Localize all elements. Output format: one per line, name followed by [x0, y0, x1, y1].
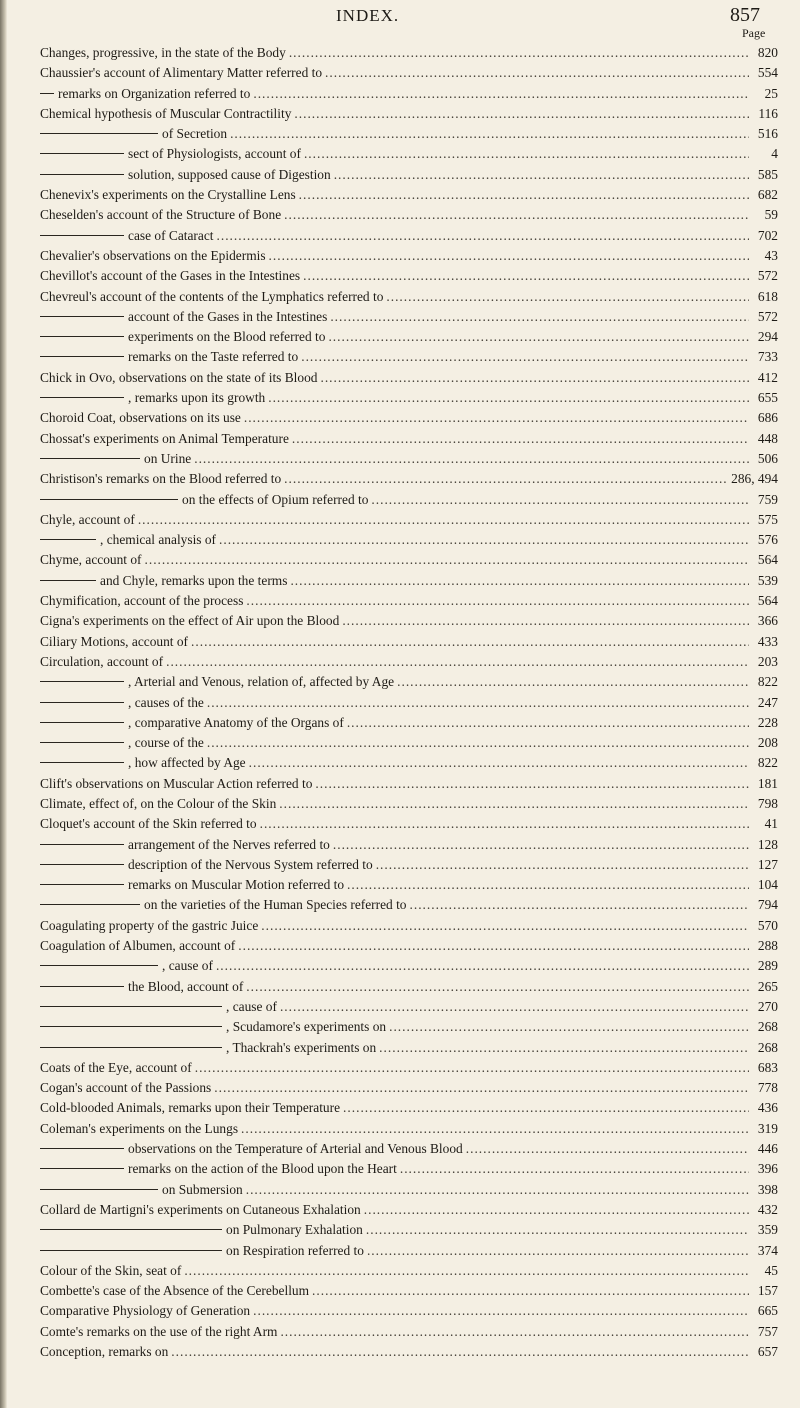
- dot-leader: [244, 408, 749, 428]
- index-entry: [40, 1322, 778, 1342]
- entry-page: 554: [757, 65, 778, 81]
- entry-text: Cigna's experiments on the effect of Air upon the Blood: [40, 613, 340, 629]
- dot-leader: [325, 63, 749, 83]
- book-spine-shadow: [0, 0, 7, 1408]
- index-entry: [40, 124, 778, 144]
- dot-leader: [315, 774, 749, 794]
- running-title: INDEX.: [336, 6, 400, 25]
- entry-page: 288: [757, 938, 778, 954]
- dot-leader: [292, 429, 749, 449]
- dot-leader: [194, 449, 749, 469]
- index-entry: [40, 144, 778, 164]
- entry-page: 683: [757, 1059, 778, 1075]
- entry-page: 448: [757, 430, 778, 446]
- entry-page: 572: [757, 268, 778, 284]
- index-entry: [40, 591, 778, 611]
- page-header: [0, 6, 800, 36]
- entry-text: Combette's case of the Absence of the Cerebellum: [40, 1283, 310, 1299]
- dot-leader: [214, 1078, 749, 1098]
- dot-leader: [397, 672, 749, 692]
- entry-text: , cause of: [226, 998, 277, 1014]
- ditto-dash: [40, 702, 124, 703]
- entry-text: Chyme, account of: [40, 552, 142, 568]
- index-entry: [40, 1139, 778, 1159]
- entry-page: 618: [757, 288, 778, 304]
- ditto-dash: [40, 153, 124, 154]
- entry-text: Coleman's experiments on the Lungs: [40, 1120, 239, 1136]
- index-entry: [40, 1058, 778, 1078]
- entry-page: 570: [757, 917, 778, 933]
- dot-leader: [328, 327, 749, 347]
- dot-leader: [269, 246, 749, 266]
- entry-text: Chenevix's experiments on the Crystalline Lens: [40, 187, 296, 203]
- ditto-dash: [40, 1026, 222, 1027]
- dot-leader: [216, 956, 749, 976]
- index-entry: [40, 1342, 778, 1362]
- dot-leader: [389, 1017, 749, 1037]
- ditto-dash: [40, 93, 54, 94]
- dot-leader: [217, 226, 750, 246]
- entry-page: 43: [764, 247, 778, 263]
- index-entry: [40, 226, 778, 246]
- dot-leader: [333, 835, 749, 855]
- entry-page: 585: [757, 166, 778, 182]
- entry-text: , course of the: [128, 735, 204, 751]
- dot-leader: [246, 591, 749, 611]
- dot-leader: [303, 266, 749, 286]
- entry-page: 127: [757, 856, 778, 872]
- entry-page: 268: [757, 1039, 778, 1055]
- entry-text: Comparative Physiology of Generation: [40, 1303, 251, 1319]
- entry-text: Ciliary Motions, account of: [40, 633, 189, 649]
- dot-leader: [219, 530, 749, 550]
- dot-leader: [191, 632, 749, 652]
- dot-leader: [301, 347, 749, 367]
- index-entry: [40, 936, 778, 956]
- index-entry: [40, 1098, 778, 1118]
- index-entry: [40, 490, 778, 510]
- index-entry: [40, 43, 778, 63]
- dot-leader: [386, 287, 749, 307]
- entry-text: case of Cataract: [128, 227, 214, 243]
- entry-page: 181: [757, 775, 778, 791]
- entry-text: Chick in Ovo, observations on the state of its Blood: [40, 369, 318, 385]
- entry-page: 208: [757, 735, 778, 751]
- page-number: 857: [730, 4, 760, 26]
- ditto-dash: [40, 1229, 222, 1230]
- ditto-dash: [40, 742, 124, 743]
- dot-leader: [366, 1220, 749, 1240]
- entry-text: Cogan's account of the Passions: [40, 1080, 212, 1096]
- dot-leader: [261, 916, 749, 936]
- entry-page: 757: [757, 1323, 778, 1339]
- index-entry: [40, 652, 778, 672]
- entry-page: 286, 494: [731, 471, 778, 487]
- entry-text: Comte's remarks on the use of the right Arm: [40, 1323, 278, 1339]
- entry-text: the Blood, account of: [128, 978, 244, 994]
- dot-leader: [195, 1058, 749, 1078]
- index-entry: [40, 327, 778, 347]
- entry-text: Cheselden's account of the Structure of Bone: [40, 207, 282, 223]
- entry-text: , Thackrah's experiments on: [226, 1039, 377, 1055]
- entry-text: Circulation, account of: [40, 653, 164, 669]
- ditto-dash: [40, 539, 96, 540]
- entry-page: 270: [757, 998, 778, 1014]
- ditto-dash: [40, 965, 158, 966]
- dot-leader: [284, 469, 728, 489]
- ditto-dash: [40, 844, 124, 845]
- index-entry: [40, 774, 778, 794]
- dot-leader: [207, 733, 749, 753]
- entry-page: 265: [757, 978, 778, 994]
- entry-text: Chevalier's observations on the Epidermis: [40, 247, 266, 263]
- entry-text: Cold-blooded Animals, remarks upon their Temperature: [40, 1100, 341, 1116]
- entry-text: , cause of: [162, 958, 213, 974]
- dot-leader: [466, 1139, 749, 1159]
- dot-leader: [347, 713, 749, 733]
- entry-page: 506: [757, 450, 778, 466]
- entry-text: , remarks upon its growth: [128, 390, 266, 406]
- entry-text: , chemical analysis of: [100, 532, 217, 548]
- dot-leader: [320, 368, 749, 388]
- index-entry: [40, 733, 778, 753]
- index-entries: [40, 43, 778, 1362]
- dot-leader: [289, 43, 749, 63]
- entry-text: on the effects of Opium referred to: [182, 491, 369, 507]
- ditto-dash: [40, 1047, 222, 1048]
- entry-text: description of the Nervous System referred to: [128, 856, 373, 872]
- entry-page: 228: [757, 714, 778, 730]
- entry-text: Christison's remarks on the Blood referred to: [40, 471, 282, 487]
- entry-text: Chaussier's account of Alimentary Matter referred to: [40, 65, 323, 81]
- index-entry: [40, 1159, 778, 1179]
- ditto-dash: [40, 133, 158, 134]
- index-entry: [40, 916, 778, 936]
- entry-page: 366: [757, 613, 778, 629]
- ditto-dash: [40, 580, 96, 581]
- dot-leader: [207, 693, 749, 713]
- dot-leader: [400, 1159, 749, 1179]
- entry-page: 128: [757, 836, 778, 852]
- entry-text: remarks on Organization referred to: [58, 85, 251, 101]
- entry-text: on the varieties of the Human Species referred to: [144, 897, 407, 913]
- entry-text: solution, supposed cause of Digestion: [128, 166, 331, 182]
- entry-text: sect of Physiologists, account of: [128, 146, 301, 162]
- ditto-dash: [40, 986, 124, 987]
- dot-leader: [410, 895, 749, 915]
- entry-text: Changes, progressive, in the state of the Body: [40, 45, 286, 60]
- entry-text: , comparative Anatomy of the Organs of: [128, 714, 344, 730]
- dot-leader: [343, 1098, 749, 1118]
- index-entry: [40, 408, 778, 428]
- entry-page: 798: [757, 795, 778, 811]
- entry-page: 446: [757, 1141, 778, 1157]
- dot-leader: [279, 794, 749, 814]
- entry-page: 572: [757, 308, 778, 324]
- ditto-dash: [40, 458, 140, 459]
- dot-leader: [253, 84, 749, 104]
- entry-text: remarks on the action of the Blood upon the Heart: [128, 1161, 397, 1177]
- entry-page: 398: [757, 1181, 778, 1197]
- ditto-dash: [40, 235, 124, 236]
- page-column-label: Page: [742, 26, 766, 40]
- entry-page: 682: [757, 187, 778, 203]
- index-entry: [40, 1281, 778, 1301]
- entry-page: 116: [758, 105, 778, 121]
- ditto-dash: [40, 499, 178, 500]
- dot-leader: [249, 753, 749, 773]
- dot-leader: [379, 1038, 749, 1058]
- entry-text: Chymification, account of the process: [40, 593, 244, 609]
- ditto-dash: [40, 864, 124, 865]
- entry-text: remarks on the Taste referred to: [128, 349, 299, 365]
- dot-leader: [260, 814, 749, 834]
- entry-page: 778: [757, 1080, 778, 1096]
- index-entry: [40, 1261, 778, 1281]
- dot-leader: [253, 1301, 749, 1321]
- entry-page: 564: [757, 593, 778, 609]
- ditto-dash: [40, 174, 124, 175]
- index-entry: [40, 977, 778, 997]
- entry-page: 59: [764, 207, 778, 223]
- entry-text: , how affected by Age: [128, 755, 246, 771]
- ditto-dash: [40, 722, 124, 723]
- entry-page: 432: [757, 1201, 778, 1217]
- entry-text: on Urine: [144, 450, 192, 466]
- entry-text: of Secretion: [162, 126, 228, 142]
- entry-page: 820: [757, 45, 778, 60]
- entry-page: 576: [757, 532, 778, 548]
- entry-page: 294: [757, 329, 778, 345]
- ditto-dash: [40, 1168, 124, 1169]
- dot-leader: [371, 490, 749, 510]
- entry-text: , Scudamore's experiments on: [226, 1019, 387, 1035]
- entry-page: 359: [757, 1222, 778, 1238]
- entry-text: experiments on the Blood referred to: [128, 329, 326, 345]
- index-entry: [40, 266, 778, 286]
- entry-page: 374: [757, 1242, 778, 1258]
- entry-page: 157: [757, 1283, 778, 1299]
- entry-page: 25: [764, 85, 778, 101]
- index-entry: [40, 429, 778, 449]
- index-entry: [40, 449, 778, 469]
- index-entry: [40, 672, 778, 692]
- index-entry: [40, 1220, 778, 1240]
- entry-page: 203: [757, 653, 778, 669]
- entry-text: Chemical hypothesis of Muscular Contractility: [40, 105, 292, 121]
- dot-leader: [367, 1241, 749, 1261]
- entry-page: 412: [757, 369, 778, 385]
- entry-text: , causes of the: [128, 694, 204, 710]
- entry-page: 686: [757, 410, 778, 426]
- entry-page: 822: [757, 755, 778, 771]
- index-entry: [40, 388, 778, 408]
- dot-leader: [334, 165, 749, 185]
- ditto-dash: [40, 904, 140, 905]
- dot-leader: [304, 144, 749, 164]
- index-entry: [40, 713, 778, 733]
- index-entry: [40, 794, 778, 814]
- entry-text: Conception, remarks on: [40, 1344, 169, 1359]
- index-entry: [40, 104, 778, 124]
- index-entry: [40, 307, 778, 327]
- entry-page: 575: [757, 511, 778, 527]
- index-entry: [40, 835, 778, 855]
- entry-page: 247: [757, 694, 778, 710]
- ditto-dash: [40, 397, 124, 398]
- ditto-dash: [40, 884, 124, 885]
- index-entry: [40, 571, 778, 591]
- entry-text: on Respiration referred to: [226, 1242, 364, 1258]
- dot-leader: [230, 124, 749, 144]
- index-entry: [40, 84, 778, 104]
- dot-leader: [138, 510, 749, 530]
- dot-leader: [246, 1180, 749, 1200]
- index-entry: [40, 1200, 778, 1220]
- index-entry: [40, 530, 778, 550]
- entry-text: , Arterial and Venous, relation of, affected by Age: [128, 674, 395, 690]
- ditto-dash: [40, 681, 124, 682]
- index-entry: [40, 1078, 778, 1098]
- entry-page: 733: [757, 349, 778, 365]
- entry-text: Coagulating property of the gastric Juice: [40, 917, 259, 933]
- entry-text: on Pulmonary Exhalation: [226, 1222, 363, 1238]
- dot-leader: [299, 185, 749, 205]
- dot-leader: [166, 652, 749, 672]
- dot-leader: [330, 307, 749, 327]
- entry-page: 4: [771, 146, 778, 162]
- entry-text: Coagulation of Albumen, account of: [40, 938, 236, 954]
- entry-text: Choroid Coat, observations on its use: [40, 410, 241, 426]
- entry-text: observations on the Temperature of Arterial and Venous Blood: [128, 1141, 463, 1157]
- entry-text: arrangement of the Nerves referred to: [128, 836, 330, 852]
- entry-page: 759: [757, 491, 778, 507]
- entry-page: 268: [757, 1019, 778, 1035]
- ditto-dash: [40, 336, 124, 337]
- entry-text: on Submersion: [162, 1181, 243, 1197]
- entry-text: Climate, effect of, on the Colour of the Skin: [40, 795, 277, 811]
- index-entry: [40, 1017, 778, 1037]
- index-entry: [40, 1180, 778, 1200]
- ditto-dash: [40, 1148, 124, 1149]
- ditto-dash: [40, 316, 124, 317]
- index-entry: [40, 956, 778, 976]
- entry-text: and Chyle, remarks upon the terms: [100, 572, 288, 588]
- entry-text: Clift's observations on Muscular Action referred to: [40, 775, 313, 791]
- ditto-dash: [40, 762, 124, 763]
- entry-text: account of the Gases in the Intestines: [128, 308, 328, 324]
- ditto-dash: [40, 1250, 222, 1251]
- entry-page: 657: [757, 1344, 778, 1359]
- entry-page: 655: [757, 390, 778, 406]
- index-entry: [40, 165, 778, 185]
- index-entry: [40, 550, 778, 570]
- entry-page: 396: [757, 1161, 778, 1177]
- entry-page: 289: [757, 958, 778, 974]
- entry-text: Cloquet's account of the Skin referred to: [40, 816, 257, 832]
- index-entry: [40, 1301, 778, 1321]
- dot-leader: [284, 205, 749, 225]
- index-entry: [40, 469, 778, 489]
- entry-text: Collard de Martigni's experiments on Cutaneous Exhalation: [40, 1201, 361, 1217]
- index-entry: [40, 753, 778, 773]
- dot-leader: [376, 855, 749, 875]
- entry-page: 319: [757, 1120, 778, 1136]
- entry-page: 665: [757, 1303, 778, 1319]
- dot-leader: [184, 1261, 749, 1281]
- index-entry: [40, 875, 778, 895]
- ditto-dash: [40, 1006, 222, 1007]
- index-entry: [40, 287, 778, 307]
- dot-leader: [364, 1200, 749, 1220]
- index-entry: [40, 855, 778, 875]
- ditto-dash: [40, 1189, 158, 1190]
- index-entry: [40, 693, 778, 713]
- index-entry: [40, 368, 778, 388]
- dot-leader: [145, 550, 749, 570]
- entry-page: 564: [757, 552, 778, 568]
- entry-page: 702: [757, 227, 778, 243]
- index-entry: [40, 1119, 778, 1139]
- entry-page: 104: [757, 877, 778, 893]
- entry-text: Chossat's experiments on Animal Temperature: [40, 430, 289, 446]
- entry-page: 41: [764, 816, 778, 832]
- entry-page: 516: [757, 126, 778, 142]
- dot-leader: [238, 936, 749, 956]
- dot-leader: [241, 1119, 749, 1139]
- entry-page: 822: [757, 674, 778, 690]
- dot-leader: [290, 571, 749, 591]
- index-entry: [40, 814, 778, 834]
- index-entry: [40, 205, 778, 225]
- dot-leader: [312, 1281, 749, 1301]
- ditto-dash: [40, 356, 124, 357]
- entry-text: Chyle, account of: [40, 511, 135, 527]
- entry-page: 433: [757, 633, 778, 649]
- entry-text: Chevillot's account of the Gases in the Intestines: [40, 268, 301, 284]
- index-entry: [40, 895, 778, 915]
- entry-page: 45: [764, 1262, 778, 1278]
- dot-leader: [268, 388, 749, 408]
- entry-text: Chevreul's account of the contents of the Lymphatics referred to: [40, 288, 384, 304]
- entry-page: 436: [757, 1100, 778, 1116]
- index-entry: [40, 611, 778, 631]
- dot-leader: [171, 1342, 749, 1362]
- entry-text: Colour of the Skin, seat of: [40, 1262, 182, 1278]
- index-entry: [40, 347, 778, 367]
- index-entry: [40, 1241, 778, 1261]
- index-entry: [40, 997, 778, 1017]
- entry-page: 794: [757, 897, 778, 913]
- entry-page: 539: [757, 572, 778, 588]
- dot-leader: [280, 1322, 749, 1342]
- dot-leader: [294, 104, 749, 124]
- dot-leader: [280, 997, 749, 1017]
- index-entry: [40, 510, 778, 530]
- index-entry: [40, 246, 778, 266]
- dot-leader: [246, 977, 749, 997]
- index-entry: [40, 63, 778, 83]
- entry-text: remarks on Muscular Motion referred to: [128, 877, 345, 893]
- index-entry: [40, 632, 778, 652]
- dot-leader: [342, 611, 749, 631]
- index-entry: [40, 185, 778, 205]
- index-entry: [40, 1038, 778, 1058]
- dot-leader: [347, 875, 749, 895]
- entry-text: Coats of the Eye, account of: [40, 1059, 192, 1075]
